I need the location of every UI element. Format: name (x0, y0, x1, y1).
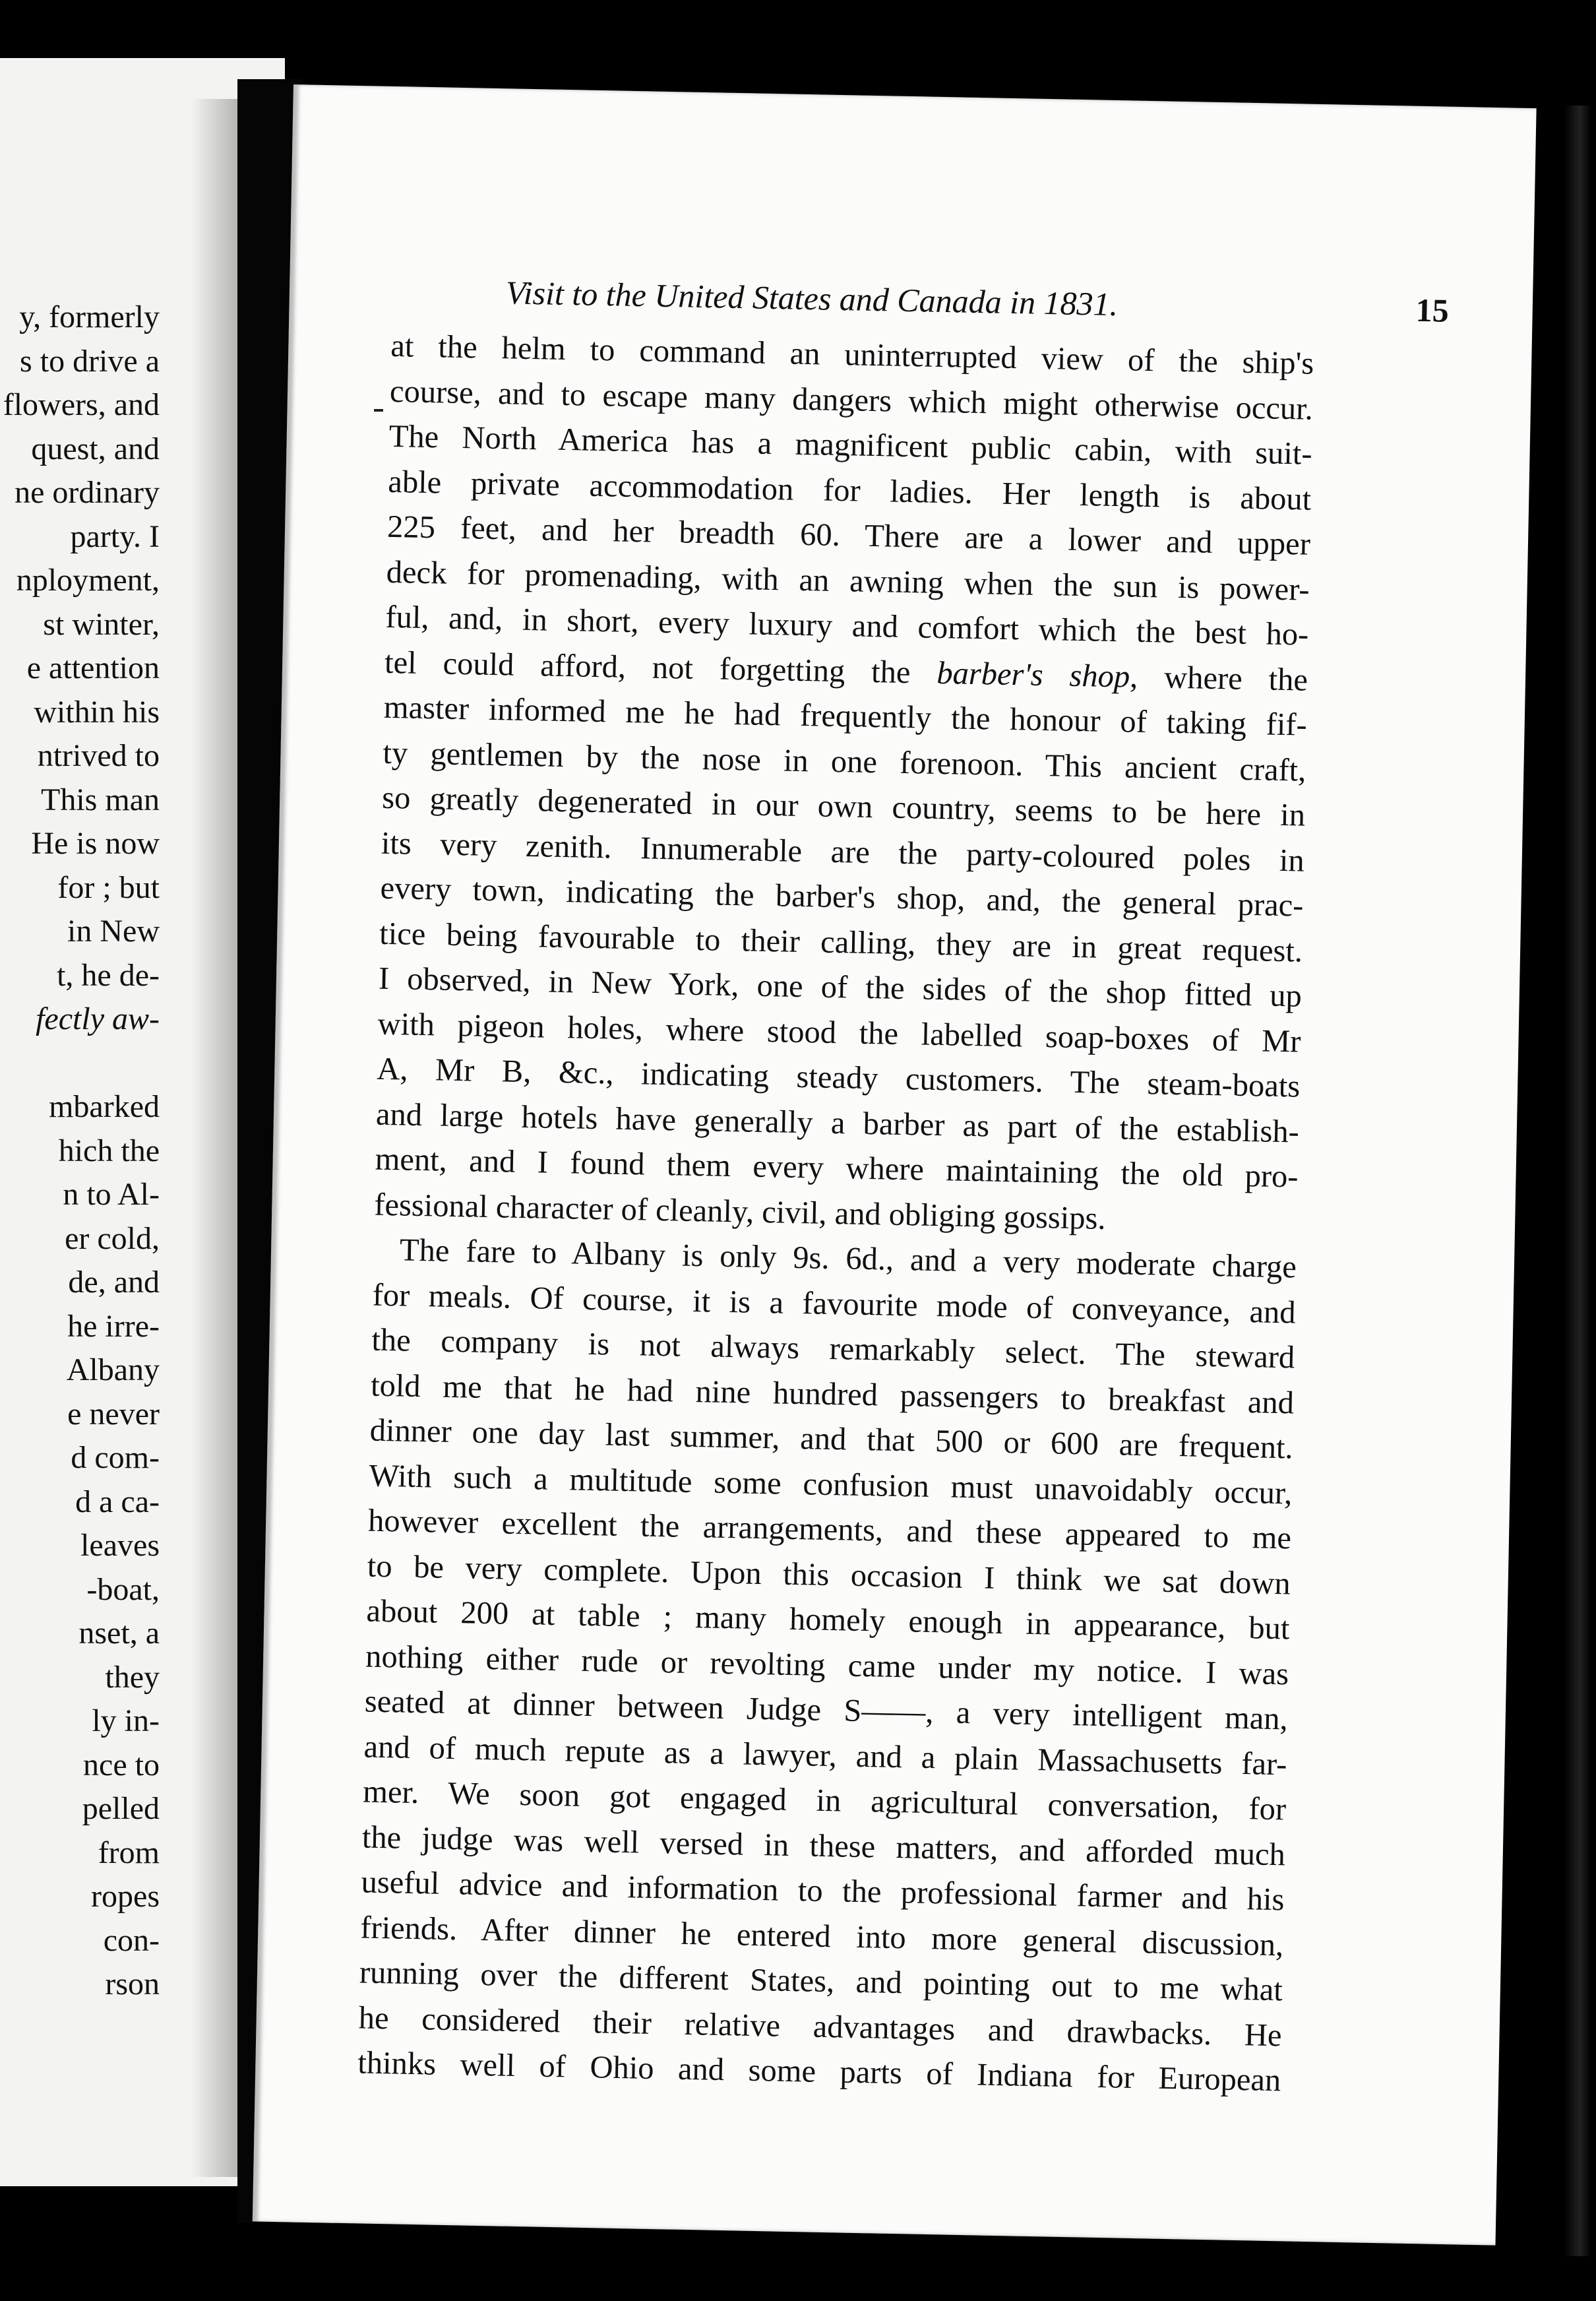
left-line: n to Al- (63, 1177, 160, 1212)
left-line: mbarked (49, 1089, 160, 1124)
text-line: the company is not always remarkably select. The steward (371, 1322, 1295, 1375)
left-line: for ; but (57, 869, 160, 905)
text-line: dinner one day last summer, and that 500 or 600 are frequent. (369, 1412, 1294, 1466)
left-line: nployment, (16, 563, 160, 598)
left-line: ly in- (92, 1703, 160, 1738)
left-line: t, he de- (57, 957, 160, 993)
text-line: its very zenith. Innumerable are the party-coloured poles in (381, 825, 1305, 879)
left-line: ropes (91, 1879, 160, 1914)
text-line: fessional character of cleanly, civil, and obliging gossips. (373, 1187, 1107, 1236)
text-line: told me that he had nine hundred passengers to breakfast and (370, 1368, 1295, 1420)
left-line: ne ordinary (15, 475, 160, 510)
left-line: from (98, 1835, 160, 1870)
body-text (357, 324, 1314, 2104)
text-line: he considered their relative advantages and drawbacks. He (358, 2000, 1283, 2053)
text-line: I observed, in New York, one of the sides of the shop fitted up (378, 961, 1303, 1014)
text-line: for meals. Of course, it is a favourite mode of conveyance, and (372, 1277, 1297, 1331)
left-line: Albany (66, 1352, 160, 1387)
left-line: ntrived to (37, 738, 160, 773)
text-line: friends. After dinner he entered into more general discussion, (359, 1909, 1284, 1963)
left-line: He is now (31, 826, 160, 861)
left-page-text (0, 296, 160, 2007)
text-line: and large hotels have generally a barber as part of the establish- (375, 1096, 1300, 1150)
text-line: thinks well of Ohio and some parts of Indiana for European (357, 2045, 1281, 2098)
text-line: seated at dinner between Judge S——, a very intelligent man, (364, 1684, 1289, 1737)
text-line: course, and to escape many dangers which might otherwise occur. (389, 373, 1314, 427)
text-line: about 200 at table ; many homely enough in appearance, but (366, 1593, 1290, 1647)
left-line: er cold, (65, 1220, 160, 1256)
left-line: leaves (80, 1528, 160, 1563)
text-line: able private accommodation for ladies. Her length is about (387, 464, 1312, 517)
left-line: in New (67, 914, 160, 949)
left-line: d com- (71, 1440, 160, 1475)
text-line: useful advice and information to the professional farmer and his (361, 1864, 1285, 1918)
text-line: ty gentlemen by the nose in one forenoon. This ancient craft, (383, 735, 1306, 788)
text-line: and of much repute as a lawyer, and a plain Massachusetts far- (363, 1729, 1287, 1782)
left-line: y, formerly (19, 299, 160, 334)
left-line: nce to (83, 1747, 160, 1782)
left-line: e attention (26, 650, 160, 685)
text-line: running over the different States, and pointing out to me what (359, 1955, 1283, 2008)
text-line: tice being favourable to their calling, they are in great request. (379, 916, 1303, 969)
text-line: with pigeon holes, where stood the labelled soap-boxes of Mr (377, 1006, 1301, 1059)
margin-mark (374, 409, 383, 412)
left-line: flowers, and (3, 387, 160, 422)
text-line: every town, indicating the barber's shop, and, the general prac- (380, 870, 1304, 924)
text-line: deck for promenading, with an awning when the sun is power- (386, 554, 1310, 608)
text-line: ful, and, in short, every luxury and comfort which the best ho- (385, 599, 1309, 652)
running-title: Visit to the United States and Canada in 1831. (505, 274, 1119, 323)
text-line: The North America has a magnificent public cabin, with suit- (388, 418, 1313, 472)
left-line: within his (34, 694, 160, 730)
left-line: de, and (68, 1265, 160, 1300)
text-line: master informed me he had frequently the honour of taking fif- (383, 689, 1308, 743)
text-line: mer. We soon got engaged in agricultural conversation, for (362, 1774, 1287, 1827)
page-number: 15 (1415, 291, 1450, 329)
left-line: nset, a (78, 1616, 160, 1651)
text-line: 225 feet, and her breadth 60. There are a lower and upper (386, 509, 1311, 562)
left-line: party. I (70, 519, 160, 554)
italic-phrase: barber's shop (936, 655, 1130, 695)
text-line: With such a multitude some confusion must unavoidably occur, (369, 1458, 1293, 1511)
text-line: to be very complete. Upon this occasion I think we sat down (367, 1548, 1291, 1601)
left-line: pelled (82, 1791, 160, 1826)
text-line: nothing either rude or revolting came under my notice. I was (365, 1639, 1289, 1691)
left-line: s to drive a (20, 343, 160, 379)
page-edge-shadow (1564, 106, 1591, 2256)
text-line: the judge was well versed in these matters, and afforded much (361, 1819, 1286, 1872)
right-page (253, 84, 1537, 2246)
text-line: however excellent the arrangements, and these appeared to me (367, 1503, 1292, 1556)
left-line-gap (0, 1042, 160, 1086)
left-line: hich the (58, 1133, 160, 1168)
left-line: fectly aw- (36, 1001, 160, 1036)
left-line: quest, and (31, 431, 160, 466)
left-line: con- (103, 1922, 160, 1958)
text-line: ment, and I found them every where maintaining the old pro- (375, 1141, 1299, 1195)
text-line: at the helm to command an uninterrupted view of the ship's (390, 328, 1314, 381)
left-line: e never (67, 1396, 160, 1432)
text-line: A, Mr B, &c., indicating steady customers. The steam-boats (376, 1051, 1301, 1104)
left-line: This man (41, 782, 160, 817)
left-line: rson (105, 1967, 160, 2002)
left-line: they (105, 1659, 160, 1695)
left-line: st winter, (43, 606, 160, 642)
left-line: d a ca- (75, 1484, 160, 1519)
left-line: he irre- (67, 1308, 160, 1344)
paragraph-start-line: The fare to Albany is only 9s. 6d., and a very moderate charge (399, 1232, 1297, 1285)
left-line: -boat, (86, 1571, 160, 1607)
running-header (505, 273, 1450, 329)
text-line: tel could afford, not forgetting the barber's shop, where the (384, 645, 1308, 698)
text-line: so greatly degenerated in our own country, seems to be here in (381, 780, 1306, 833)
